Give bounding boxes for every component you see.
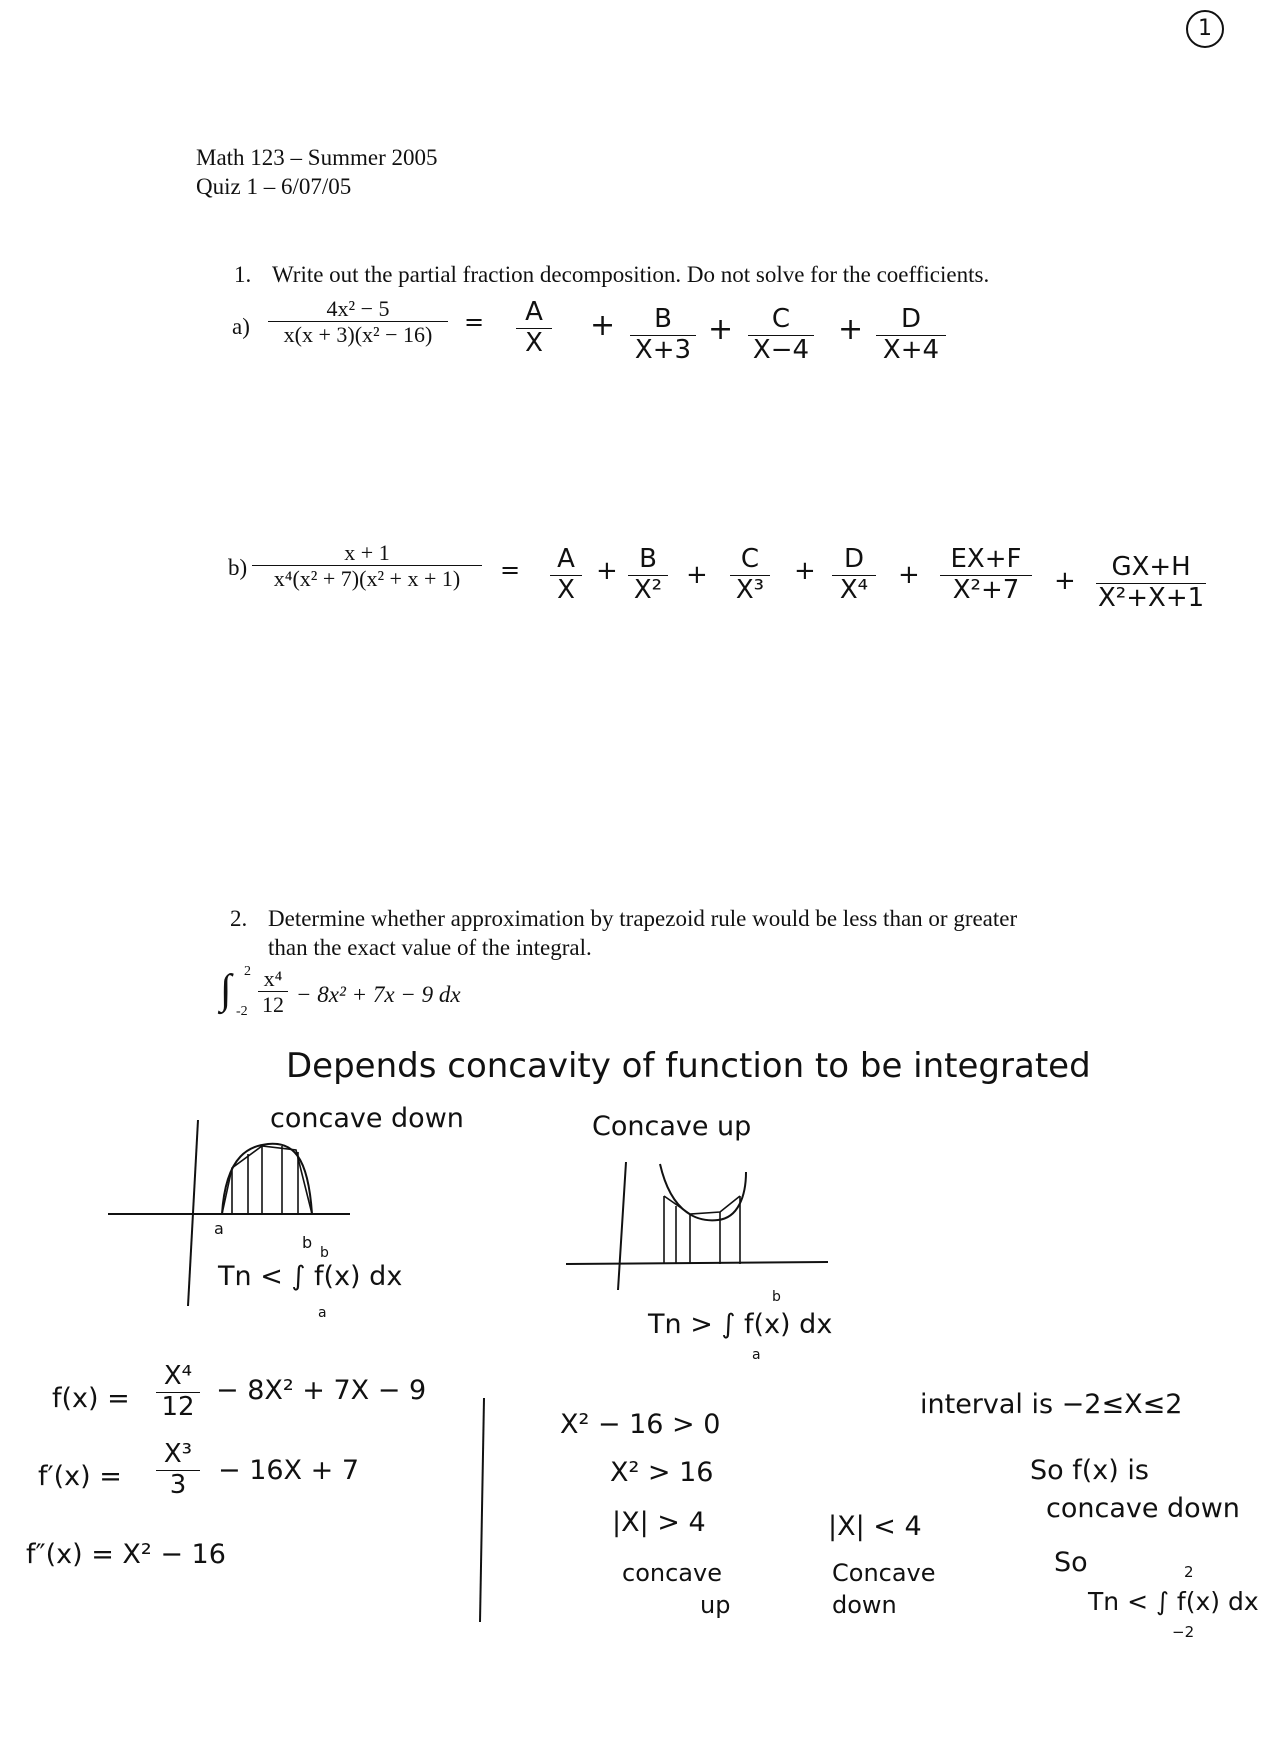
term-denominator: X−4 <box>752 334 810 365</box>
analysis-line3: |X| > 4 <box>612 1507 706 1538</box>
term-denominator: X² <box>633 574 663 605</box>
left-graph-a-label: a <box>214 1219 224 1238</box>
term-denominator: X+4 <box>882 334 940 365</box>
q2-prompt-line2: than the exact value of the integral. <box>268 935 592 960</box>
left-integral-lower: a <box>318 1305 327 1321</box>
q1b-lhs-numerator: x + 1 <box>344 540 390 565</box>
q1-prompt: Write out the partial fraction decomposition. Do not solve for the coefficients. <box>272 262 990 287</box>
plus-sign: + <box>708 312 734 347</box>
integral-lower-limit: -2 <box>236 1004 248 1019</box>
answer-statement: Depends concavity of function to be integrated <box>286 1046 1091 1086</box>
integrand-numerator: x⁴ <box>263 966 283 991</box>
right-graph-relation: Tn > ∫ f(x) dx <box>648 1309 833 1340</box>
term-numerator: A <box>557 544 575 574</box>
f1-lhs: f′(x) = <box>38 1461 122 1492</box>
concave-up-label2: up <box>700 1591 731 1619</box>
q1b-lhs-denominator: x⁴(x² + 7)(x² + x + 1) <box>273 566 461 592</box>
abs-lt-line: |X| < 4 <box>828 1511 922 1542</box>
right-integral-upper: b <box>772 1289 781 1305</box>
left-graph-title: concave down <box>270 1103 464 1134</box>
plus-sign: + <box>596 556 618 586</box>
term-numerator: D <box>843 544 865 574</box>
left-integral-upper: b <box>320 1245 329 1261</box>
concave-up-label1: concave <box>622 1559 722 1587</box>
f-denominator: 12 <box>161 1391 195 1422</box>
term-numerator: B <box>654 304 672 334</box>
integral-upper-limit: 2 <box>244 964 251 979</box>
analysis-line1: X² − 16 > 0 <box>560 1409 721 1440</box>
q2-prompt-line1: Determine whether approximation by trapezoid rule would be less than or greater <box>268 906 1018 931</box>
plus-sign: + <box>686 560 708 590</box>
equals-sign: = <box>464 308 485 336</box>
term-denominator: X⁴ <box>839 574 869 605</box>
f1-numerator: X³ <box>163 1439 193 1469</box>
term-denominator: X+3 <box>634 334 692 365</box>
term-denominator: X <box>557 574 575 605</box>
plus-sign: + <box>590 308 616 343</box>
conclusion-upper: 2 <box>1184 1563 1194 1581</box>
course-title: Math 123 – Summer 2005 <box>196 145 438 170</box>
quiz-title: Quiz 1 – 6/07/05 <box>196 174 352 199</box>
integral-sign: ∫ <box>220 967 232 1013</box>
concave-down-label2: down <box>832 1591 897 1619</box>
right-integral-lower: a <box>752 1347 761 1363</box>
term-numerator: C <box>771 304 791 334</box>
so2-line: So <box>1054 1547 1088 1578</box>
concave-down-label1: Concave <box>832 1559 936 1587</box>
f1-rest: − 16X + 7 <box>218 1455 360 1486</box>
plus-sign: + <box>1054 566 1076 596</box>
term-numerator: GX+H <box>1111 552 1191 582</box>
left-graph-b-label: b <box>302 1233 313 1252</box>
f-numerator: X⁴ <box>163 1361 193 1391</box>
q1a-lhs-denominator: x(x + 3)(x² − 16) <box>283 322 433 348</box>
interval-line: interval is −2≤X≤2 <box>920 1389 1183 1420</box>
q1-number: 1. <box>234 262 252 287</box>
plus-sign: + <box>838 312 864 347</box>
conclusion-result: Tn < ∫ f(x) dx <box>1088 1587 1259 1616</box>
concave-down-conclusion: concave down <box>1046 1493 1240 1524</box>
term-numerator: D <box>900 304 922 334</box>
q1a-lhs-numerator: 4x² − 5 <box>326 296 390 321</box>
term-denominator: X³ <box>735 574 765 605</box>
term-numerator: A <box>525 297 543 327</box>
plus-sign: + <box>898 560 920 590</box>
analysis-line2: X² > 16 <box>610 1457 714 1488</box>
f2-line: f″(x) = X² − 16 <box>26 1539 226 1570</box>
term-numerator: C <box>740 544 760 574</box>
q2-number: 2. <box>230 906 248 931</box>
integrand-denominator: 12 <box>262 992 284 1018</box>
left-graph-relation: Tn < ∫ f(x) dx <box>218 1261 403 1292</box>
page-number: 1 <box>1186 10 1224 48</box>
term-denominator: X <box>525 327 543 358</box>
term-numerator: B <box>639 544 657 574</box>
f-lhs: f(x) = <box>52 1383 130 1414</box>
term-denominator: X²+7 <box>952 574 1020 605</box>
integrand-rest: − 8x² + 7x − 9 dx <box>296 982 461 1007</box>
q1a-label: a) <box>232 314 250 339</box>
term-denominator: X²+X+1 <box>1098 582 1205 613</box>
conclusion-lower: −2 <box>1172 1623 1195 1641</box>
f-rest: − 8X² + 7X − 9 <box>216 1375 427 1406</box>
equals-sign: = <box>500 556 521 584</box>
plus-sign: + <box>794 556 816 586</box>
term-numerator: EX+F <box>950 544 1022 574</box>
right-graph-title: Concave up <box>592 1111 752 1142</box>
so-line: So f(x) is <box>1030 1455 1149 1486</box>
q1b-label: b) <box>228 555 248 580</box>
f1-denominator: 3 <box>169 1469 187 1500</box>
